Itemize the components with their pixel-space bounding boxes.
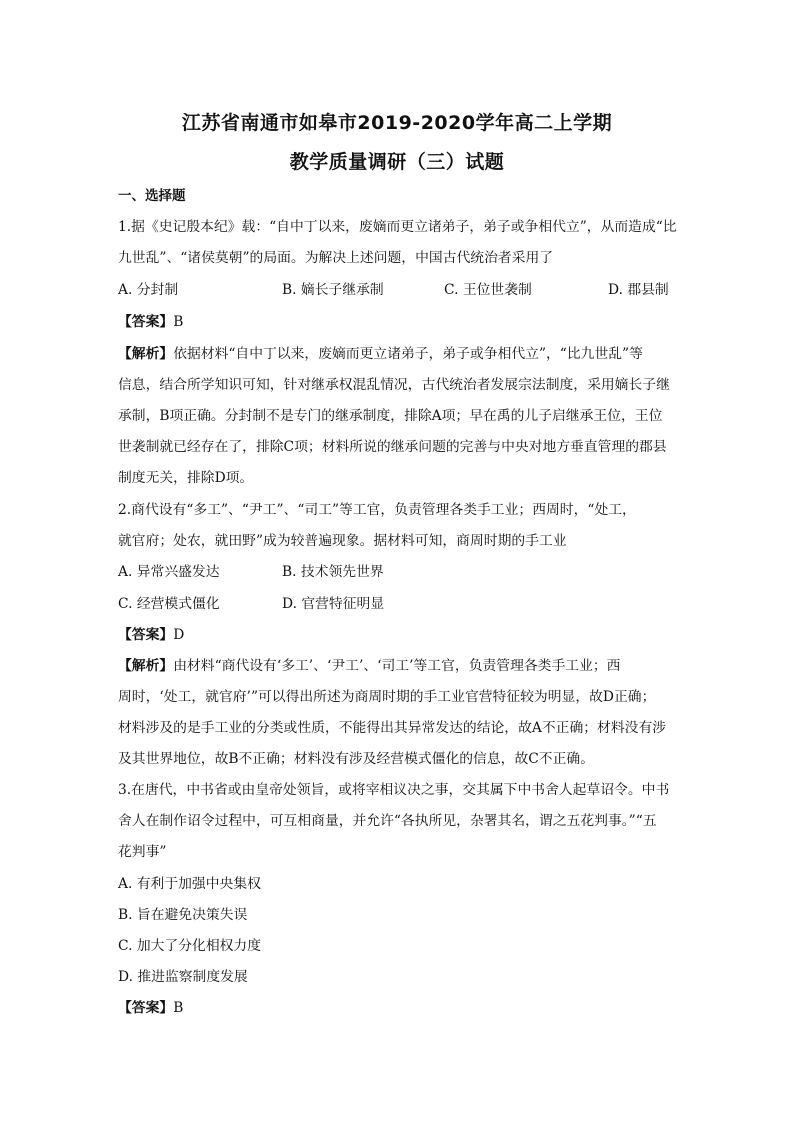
section-heading: 一、选择题 bbox=[118, 188, 186, 204]
q2-stem-line: 2.商代设有“多工”、“尹工”、“司工”等工官，负责管理各类手工业；西周时，“处工， bbox=[118, 502, 636, 518]
answer-value: B bbox=[173, 314, 184, 330]
q2-option-b: B. 技术领先世界 bbox=[282, 564, 384, 580]
answer-value: B bbox=[173, 1000, 184, 1016]
q2-option-c: C. 经营模式僵化 bbox=[118, 596, 220, 612]
q3-option-d: D. 推进监察制度发展 bbox=[118, 969, 248, 985]
document-title-line1: 江苏省南通市如皋市2019-2020学年高二上学期 bbox=[181, 112, 613, 134]
q1-analysis-line: 信息，结合所学知识可知，针对继承权混乱情况，古代统治者发展宗法制度，采用嫡长子继 bbox=[118, 377, 670, 393]
answer-label: 【答案】 bbox=[118, 627, 174, 643]
q3-option-b: B. 旨在避免决策失误 bbox=[118, 907, 248, 923]
q2-answer bbox=[118, 625, 184, 645]
q2-analysis-line: 周时，‘处工，就官府’”可以得出所述为商周时期的手工业官营特征较为明显，故D正确； bbox=[118, 689, 656, 705]
q2-analysis-line bbox=[118, 656, 620, 676]
analysis-text: 由材料“商代设有‘多工’、‘尹工’、‘司工’等工官，负责管理各类手工业；西 bbox=[173, 658, 621, 674]
q3-stem-line: 花判事” bbox=[118, 844, 167, 860]
q2-option-a: A. 异常兴盛发达 bbox=[118, 564, 220, 580]
q1-option-a: A. 分封制 bbox=[118, 282, 179, 298]
q3-stem-line: 舍人在制作诏令过程中，可互相商量，并允许“各执所见，杂署其名，谓之五花判事。”“五 bbox=[118, 813, 657, 829]
q2-analysis-line: 材料涉及的是手工业的分类或性质，不能得出其异常发达的结论，故A不正确；材料没有涉 bbox=[118, 720, 667, 736]
q3-answer bbox=[118, 998, 183, 1018]
q3-stem-line: 3.在唐代，中书省或由皇帝处领旨，或将宰相议决之事，交其属下中书舍人起草诏令。中书 bbox=[118, 782, 670, 798]
q1-stem-line: 九世乱”、“诸侯莫朝”的局面。为解决上述问题，中国古代统治者采用了 bbox=[118, 250, 554, 266]
q3-option-c: C. 加大了分化相权力度 bbox=[118, 938, 262, 954]
q3-option-a: A. 有利于加强中央集权 bbox=[118, 876, 261, 892]
q1-answer bbox=[118, 312, 183, 332]
q1-option-c: C. 王位世袭制 bbox=[444, 282, 532, 298]
q1-analysis-line: 制度无关，排除D项。 bbox=[118, 470, 254, 486]
q2-option-d: D. 官营特征明显 bbox=[282, 596, 385, 612]
q1-analysis-line: 世袭制就已经存在了，排除C项；材料所说的继承问题的完善与中央对地方垂直管理的郡县 bbox=[118, 439, 667, 455]
answer-value: D bbox=[173, 627, 185, 643]
q2-analysis-line: 及其世界地位，故B不正确；材料没有涉及经营模式僵化的信息，故C不正确。 bbox=[118, 751, 594, 767]
document-title-line2: 教学质量调研（三）试题 bbox=[289, 151, 505, 173]
q2-stem-line: 就官府；处农，就田野”成为较普遍现象。据材料可知，商周时期的手工业 bbox=[118, 533, 567, 549]
q1-stem-line: 1.据《史记殷本纪》载：“自中丁以来，废嫡而更立诸弟子，弟子或争相代立”，从而造成“比 bbox=[118, 219, 677, 235]
q1-option-b: B. 嫡长子继承制 bbox=[282, 282, 384, 298]
answer-label: 【答案】 bbox=[118, 314, 174, 330]
q1-analysis-line: 承制，B项正确。分封制不是专门的继承制度，排除A项；早在禹的儿子启继承王位，王位 bbox=[118, 408, 663, 424]
answer-label: 【答案】 bbox=[118, 1000, 174, 1016]
q1-option-d: D. 郡县制 bbox=[608, 282, 669, 298]
analysis-label: 【解析】 bbox=[118, 346, 174, 362]
analysis-text: 依据材料“自中丁以来，废嫡而更立诸弟子，弟子或争相代立”，“比九世乱”等 bbox=[173, 346, 643, 362]
analysis-label: 【解析】 bbox=[118, 658, 174, 674]
q1-analysis-line bbox=[118, 344, 643, 364]
